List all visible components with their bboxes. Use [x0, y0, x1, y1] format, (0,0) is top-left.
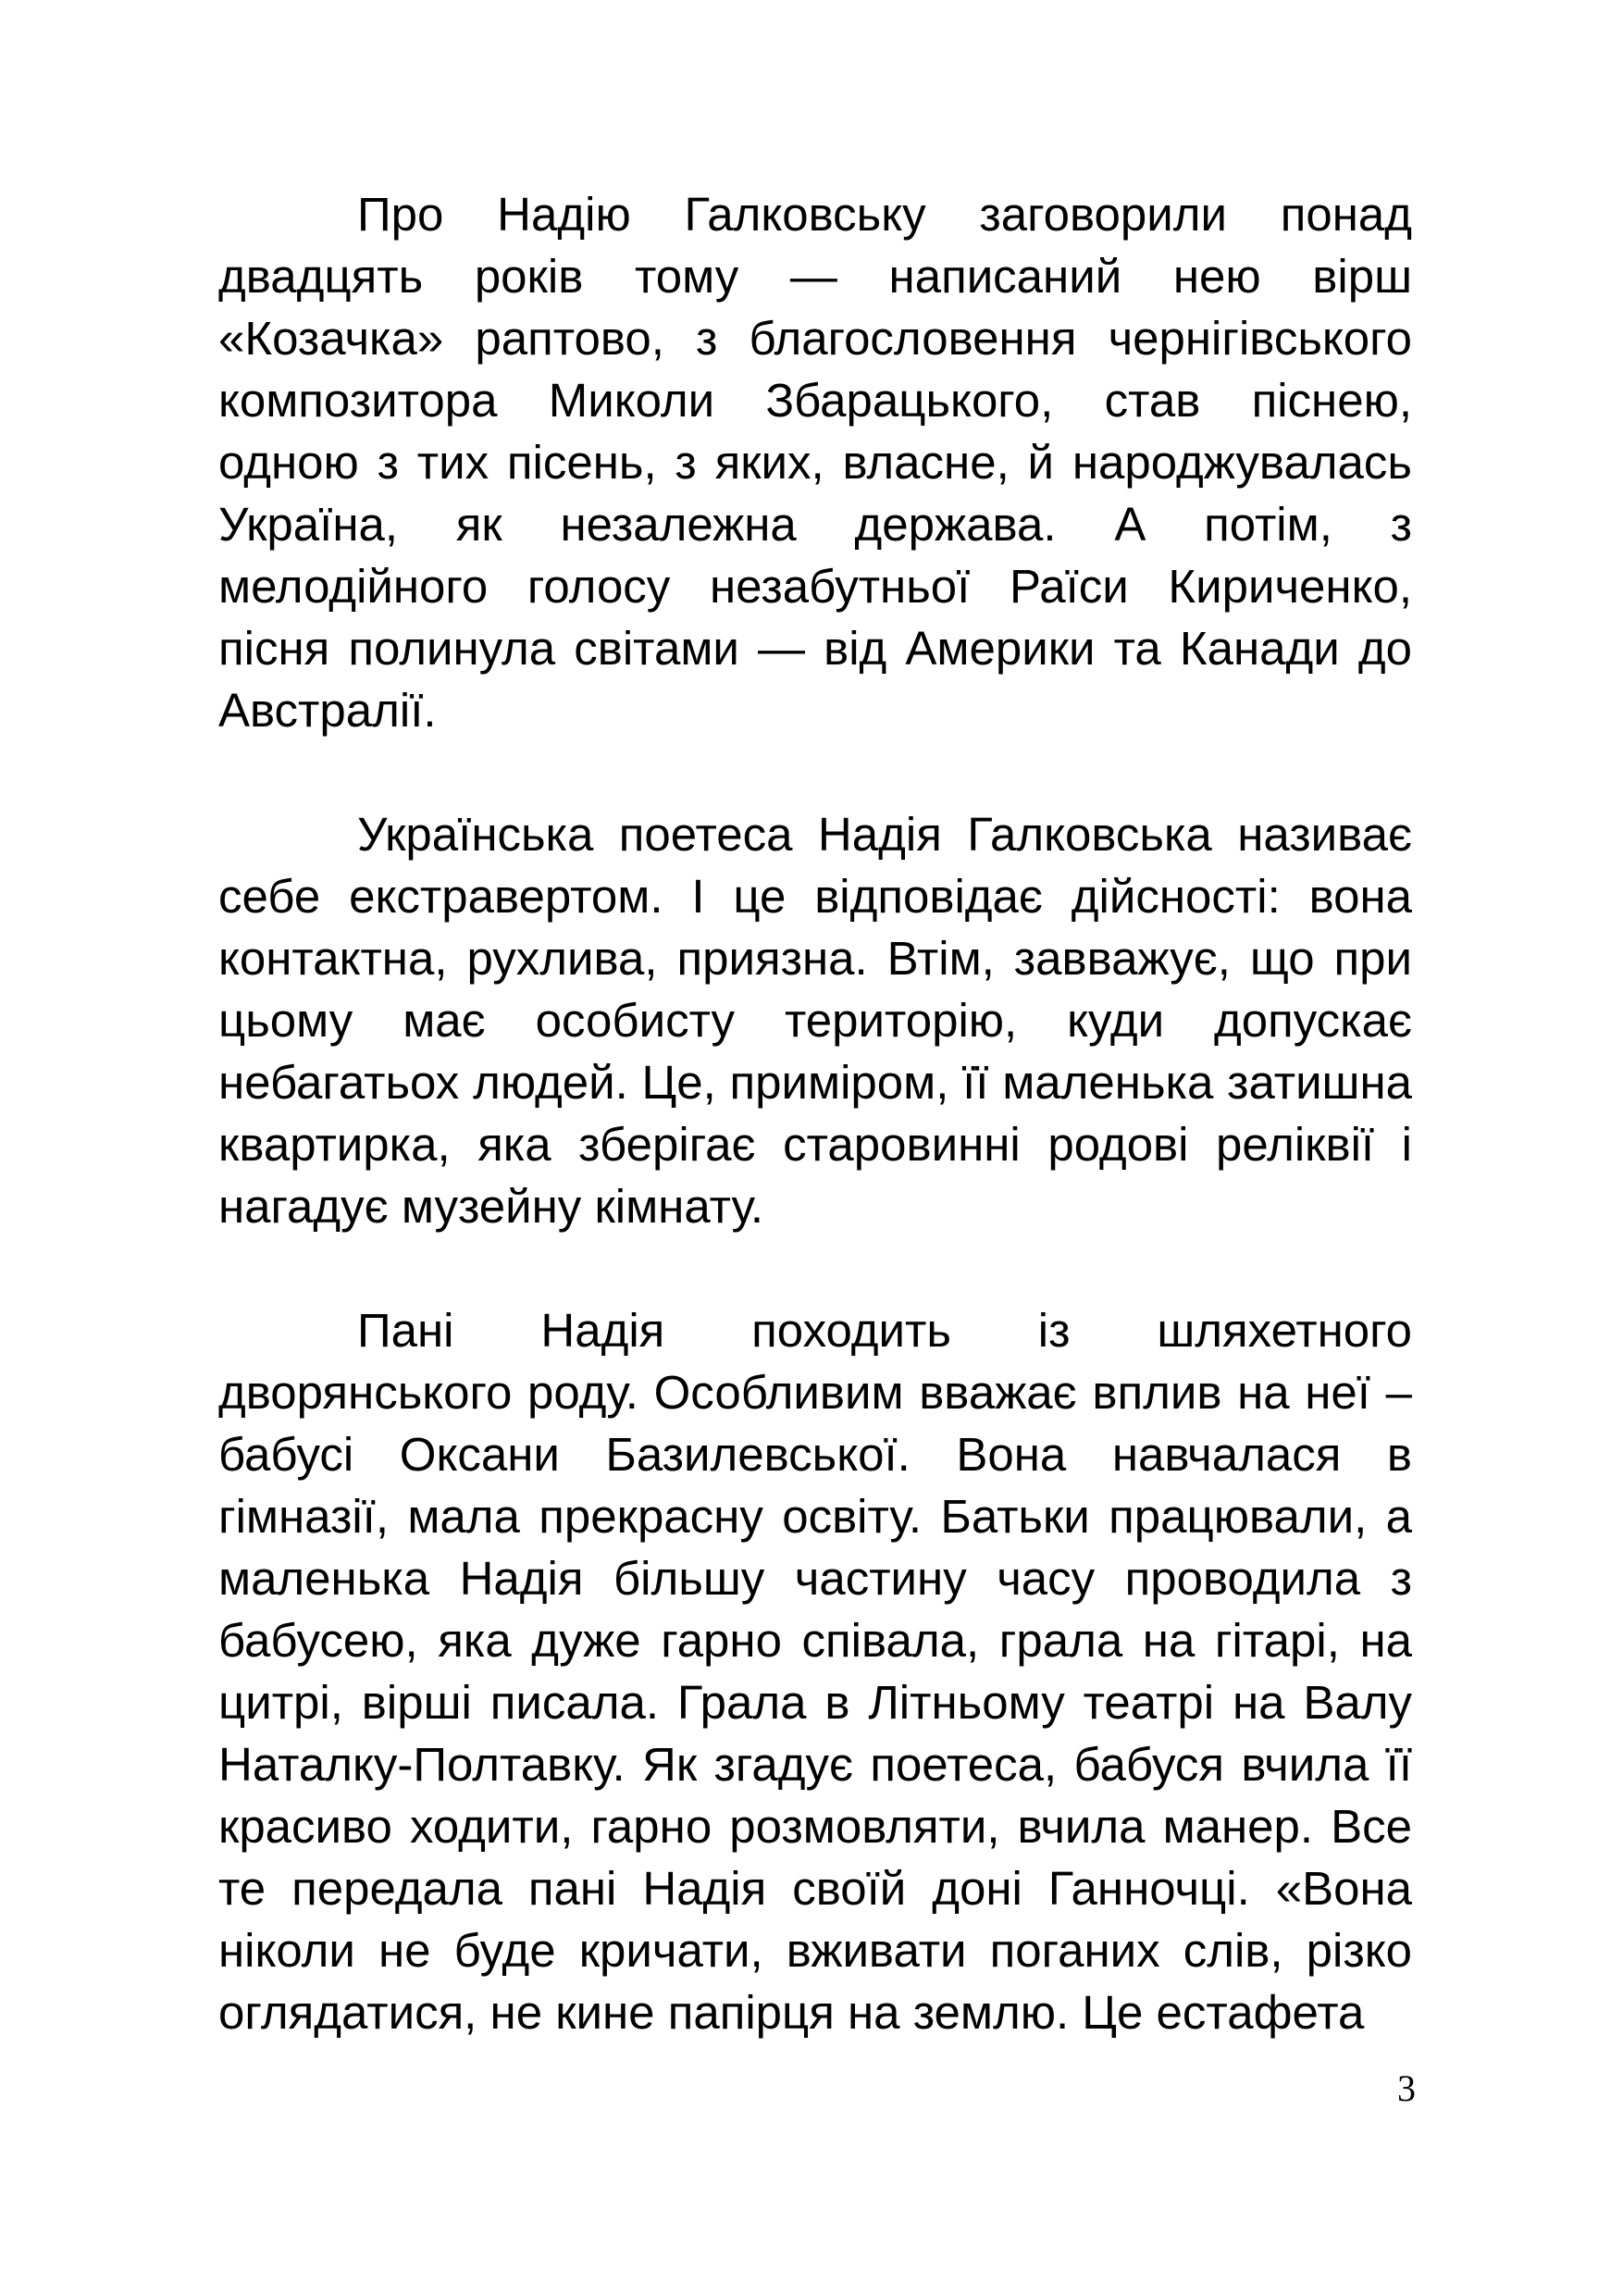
- body-text: [218, 183, 1412, 2043]
- page-number: 3: [1397, 2067, 1416, 2109]
- paragraph-1: Про Надію Галковську заговорили понад двадцять років тому — написаний нею вірш «Козачка» раптово, з благословення чернігівського композитора Миколи Збарацького, став піснею, одною з тих пісень, з яких, власне, й народжувалась Україна, як незалежна держава. А потім, з мелодійного голосу незабутньої Раїси Кириченко, пісня полинула світами — від Америки та Канади до Австралії.: [218, 188, 1412, 737]
- paragraph-2: Українська поетеса Надія Галковська називає себе екстравертом. І це відповідає дійсності: вона контактна, рухлива, приязна. Втім, завважує, що при цьому має особисту територію, куди допускає небагатьох людей. Це, приміром, її маленька затишна квартирка, яка зберігає старовинні родові реліквії і нагадує музейну кімнату.: [218, 808, 1412, 1233]
- paragraph-3: Пані Надія походить із шляхетного дворянського роду. Особливим вважає вплив на неї – бабусі Оксани Базилевської. Вона навчалася в гімназії, мала прекрасну освіту. Батьки працювали, а маленька Надія більшу частину часу проводила з бабусею, яка дуже гарно співала, грала на гітарі, на цитрі, вірші писала. Грала в Літньому театрі на Валу Наталку-Полтавку. Як згадує поетеса, бабуся вчила її красиво ходити, гарно розмовляти, вчила манер. Все те передала пані Надія своїй доні Ганночці. «Вона ніколи не буде кричати, вживати поганих слів, різко оглядатися, не кине папірця на землю. Це естафета: [218, 1304, 1412, 2039]
